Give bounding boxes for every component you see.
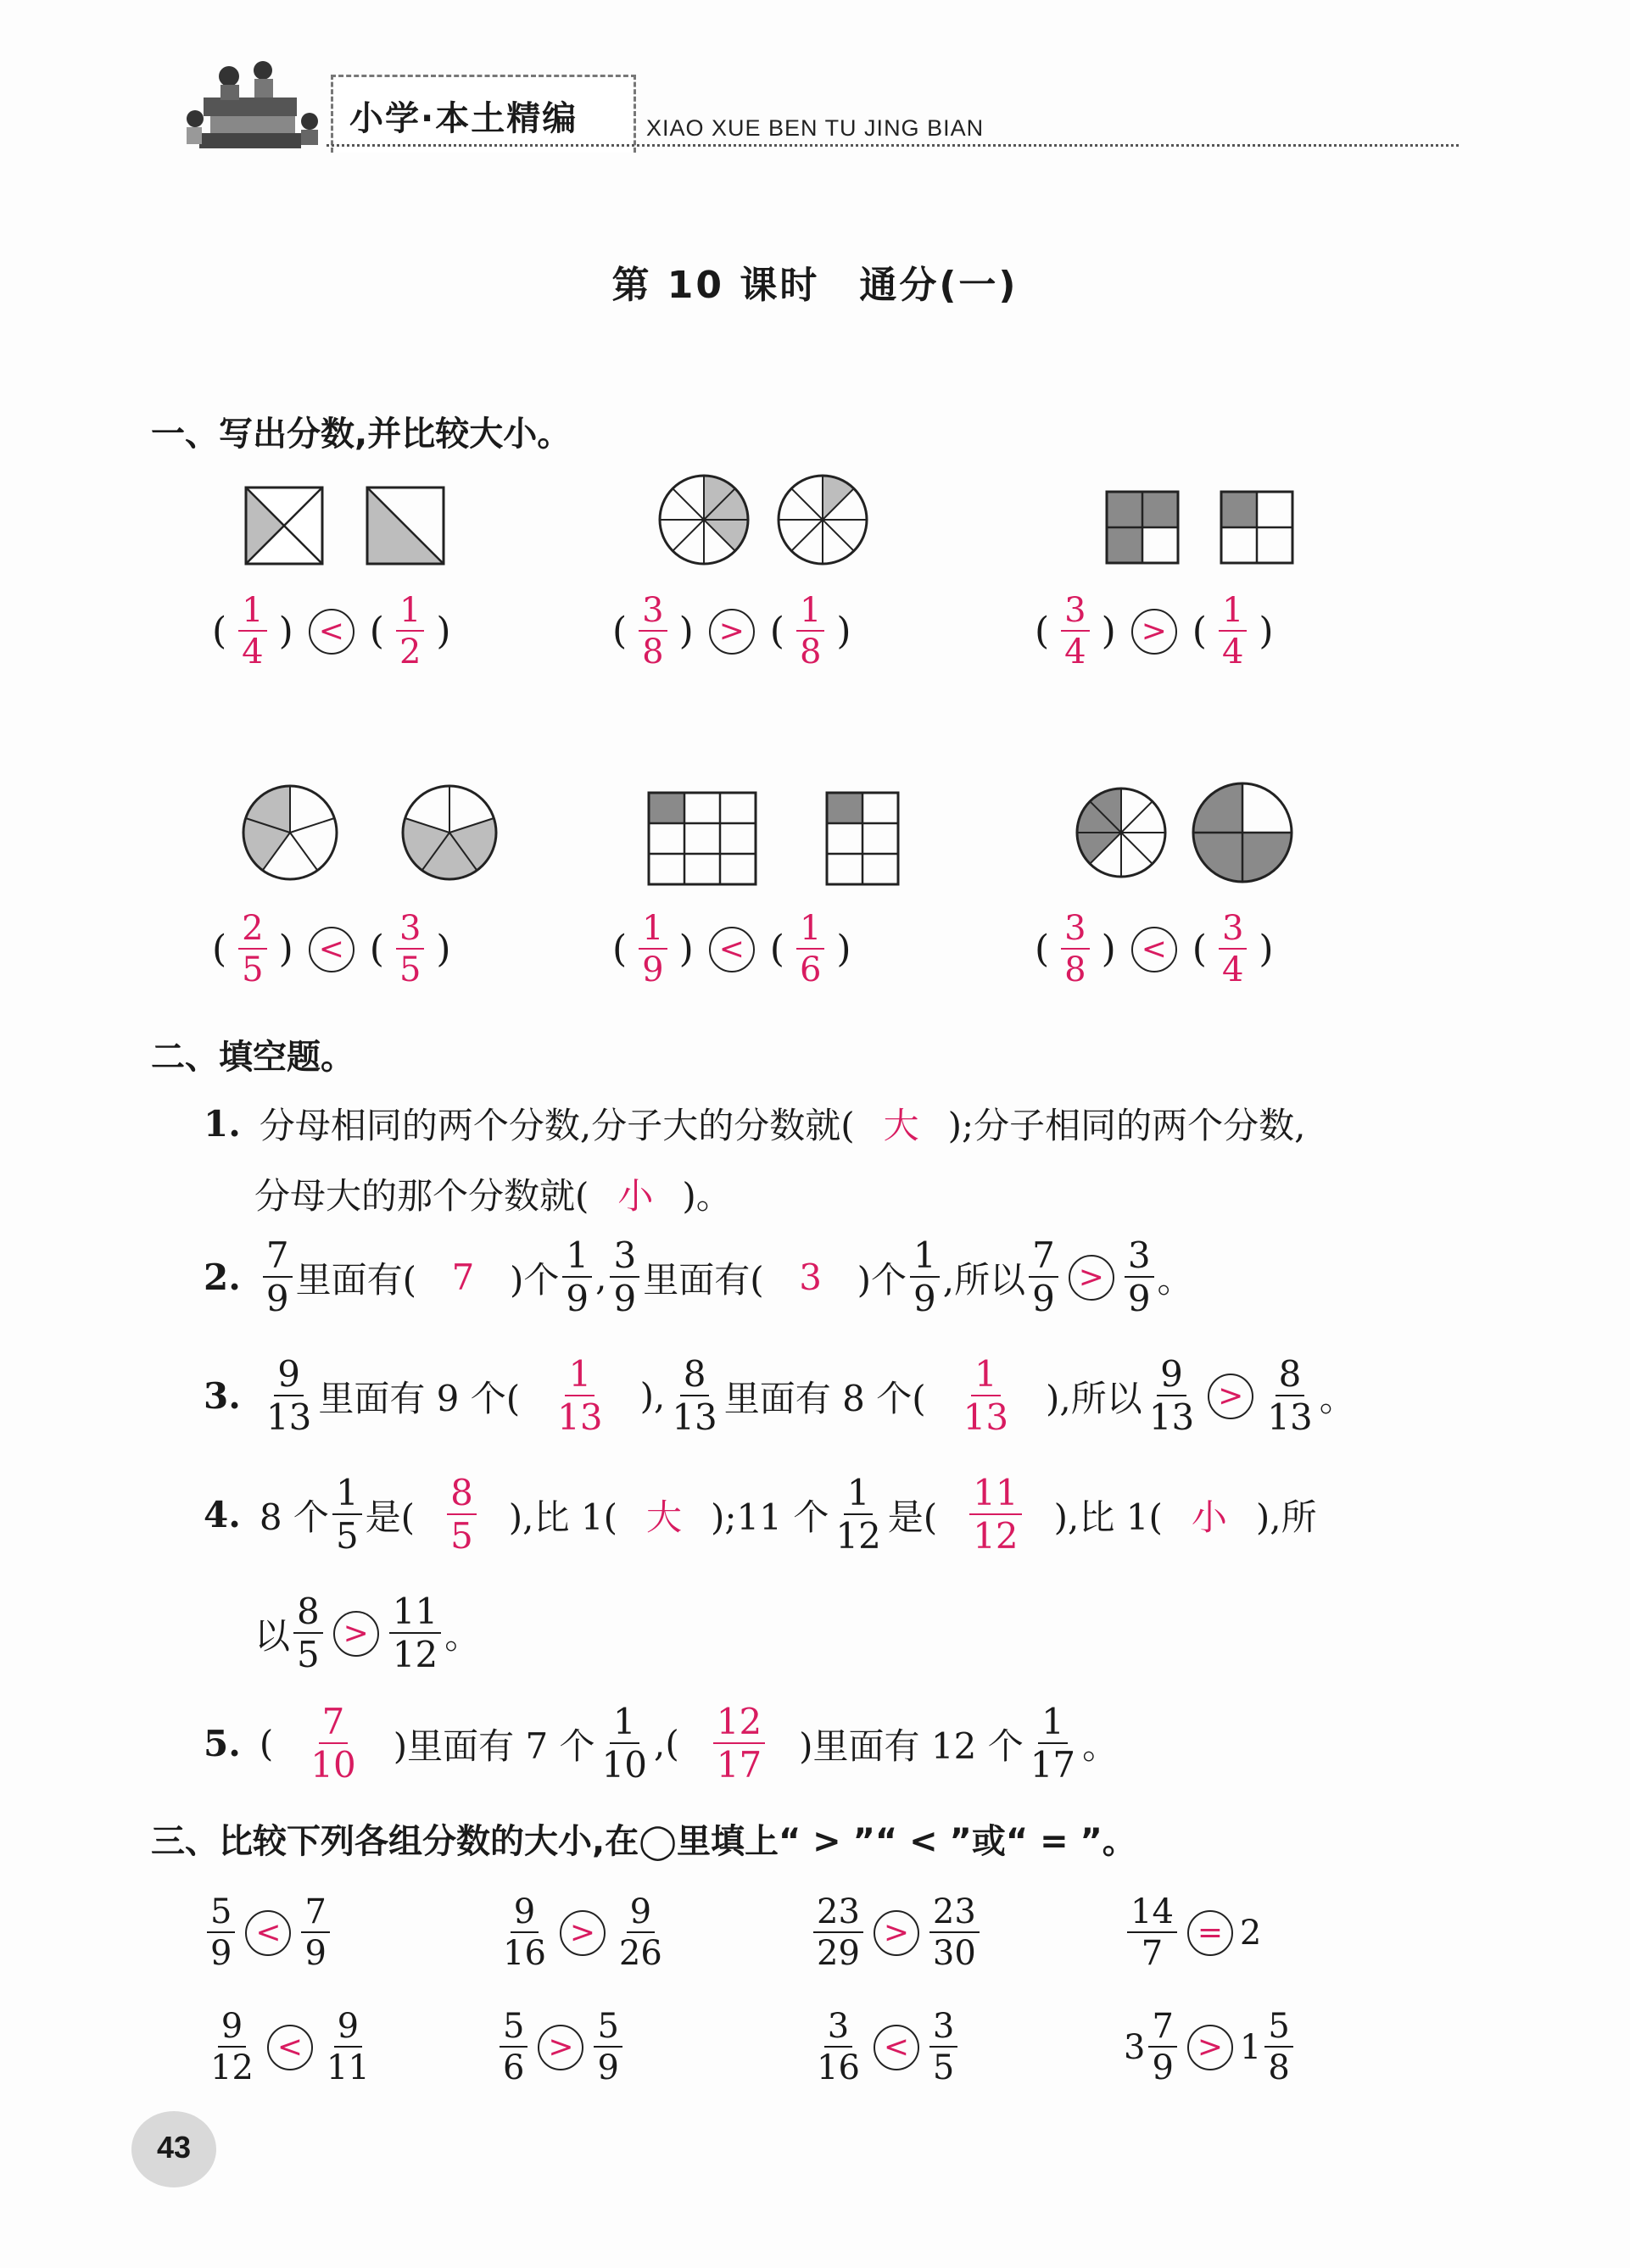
grid-quarter-figures [1102, 488, 1306, 572]
circle-eighths-figures [657, 471, 878, 572]
compare-item-8: 3 $\frac{7}{9}$ > 1 $\frac{5}{8}$ [1124, 2009, 1297, 2085]
compare-item-5: $\frac{9}{12}$ < $\frac{9}{11}$ [210, 2007, 370, 2087]
answer-blank[interactable]: 大 [883, 1105, 919, 1146]
compare-circle[interactable]: < [267, 2025, 313, 2070]
fraction-answer: $\frac{3}{8}$ [639, 593, 667, 669]
compare-circle[interactable]: > [709, 609, 755, 655]
compare-item-3: $\frac{23}{29}$ > $\frac{23}{30}$ [810, 1895, 983, 1970]
circle-eighths-quarters-figures [1069, 780, 1315, 890]
compare-item-1: $\frac{5}{9}$ < $\frac{7}{9}$ [204, 1895, 333, 1970]
section-1-heading: 一、写出分数,并比较大小。 [151, 415, 572, 454]
answer-blank[interactable]: 3 [799, 1257, 822, 1298]
fraction-answer: $\frac{1}{4}$ [238, 593, 266, 669]
compare-circle[interactable]: > [1131, 609, 1177, 655]
grid-one-ninth-figure [649, 793, 756, 884]
header-divider [327, 144, 1459, 147]
fraction-answer: $\frac{1}{6}$ [796, 911, 824, 987]
fraction-answer: $\frac{3}{4}$ [1219, 911, 1247, 987]
fraction-answer: $\frac{1}{13}$ [963, 1353, 1009, 1438]
compare-circle[interactable]: < [245, 1910, 291, 1956]
answer-blank[interactable]: 小 [617, 1175, 654, 1217]
answer-blank[interactable]: 小 [1191, 1496, 1227, 1538]
compare-circle[interactable]: > [874, 1910, 919, 1956]
answer-blank[interactable]: 7 [451, 1257, 475, 1298]
compare-item-4: $\frac{14}{7}$ = 2 [1124, 1895, 1261, 1970]
fraction-answer: $\frac{8}{5}$ [447, 1475, 477, 1554]
part1-item-6: ( $\frac{3}{8}$ ) < ( $\frac{3}{4}$ ) [1035, 909, 1274, 989]
compare-circle[interactable]: < [874, 2025, 919, 2070]
compare-circle[interactable]: = [1187, 1910, 1233, 1956]
compare-circle[interactable]: > [560, 1910, 606, 1956]
fraction-answer: $\frac{3}{8}$ [1061, 911, 1089, 987]
fraction-answer: $\frac{1}{8}$ [796, 593, 824, 669]
part1-item-5: ( $\frac{1}{9}$ ) < ( $\frac{1}{6}$ ) [612, 909, 851, 989]
fraction-answer: $\frac{11}{12}$ [969, 1475, 1021, 1554]
brand-title: 小学·本土精编 [349, 99, 578, 138]
page-number: 43 [157, 2130, 192, 2165]
compare-item-2: $\frac{9}{16}$ > $\frac{9}{26}$ [503, 1892, 662, 1973]
fraction-answer: $\frac{1}{4}$ [1219, 593, 1247, 669]
circle-one-eighth-figure [779, 476, 867, 564]
fraction-answer: $\frac{1}{13}$ [557, 1353, 603, 1438]
circle-three-eighths-figure [660, 476, 748, 564]
brand-subtitle: XIAO XUE BEN TU JING BIAN [646, 115, 985, 141]
circle-three-quarters-figure [1193, 783, 1292, 882]
part1-item-4: ( $\frac{2}{5}$ ) < ( $\frac{3}{5}$ ) [212, 909, 451, 989]
compare-circle[interactable]: < [709, 927, 755, 972]
page-number-badge [131, 2111, 216, 2187]
grid-fraction-figures [645, 789, 907, 890]
compare-circle[interactable]: > [333, 1611, 379, 1657]
circle-two-fifths-figure [243, 786, 337, 879]
section-3-heading: 三、比较下列各组分数的大小,在◯里填上“ > ”“ < ”或“ = ”。 [151, 1822, 1136, 1861]
fill-question-5: 5. ( $\frac{7}{10}$ )里面有 7 个 $\frac{1}{10}$ ,( $\frac{12}{17}$ )里面有 12 个 $\frac{1}{17}$ 。 [204, 1701, 1119, 1786]
part1-item-1: ( $\frac{1}{4}$ ) < ( $\frac{1}{2}$ ) [212, 591, 451, 671]
fraction-answer: $\frac{1}{2}$ [396, 593, 424, 669]
fill-question-1-line-2: 分母大的那个分数就( 小 )。 [254, 1168, 732, 1219]
compare-item-6: $\frac{5}{6}$ > $\frac{5}{9}$ [496, 2009, 626, 2085]
fill-question-4-line-2: 以 $\frac{8}{5}$ > $\frac{11}{12}$ 。 [254, 1591, 481, 1675]
header-illustration [170, 47, 331, 160]
fraction-answer: $\frac{3}{4}$ [1061, 593, 1089, 669]
grid-three-quarters-figure [1107, 492, 1178, 563]
grid-one-quarter-figure [1221, 492, 1292, 563]
part1-item-3: ( $\frac{3}{4}$ ) > ( $\frac{1}{4}$ ) [1035, 591, 1274, 671]
fill-question-2: 2. $\frac{7}{9}$ 里面有( 7 )个 $\frac{1}{9}$ , $\frac{3}{9}$ 里面有( 3 )个 $\frac{1}{9}$ ,所以 $\frac{7}{9}$ > $\frac{3}{9}$ 。 [204, 1234, 1193, 1319]
square-quarter-figures [242, 483, 454, 568]
circle-three-eighths-figure-b [1077, 789, 1165, 877]
square-half-figure [367, 488, 444, 564]
part1-item-2: ( $\frac{3}{8}$ ) > ( $\frac{1}{8}$ ) [612, 591, 851, 671]
circle-three-fifths-figure [403, 786, 496, 879]
answer-blank[interactable]: 大 [645, 1496, 682, 1538]
compare-circle[interactable]: < [1131, 927, 1177, 972]
compare-circle[interactable]: > [1187, 2025, 1233, 2070]
compare-circle[interactable]: > [538, 2025, 583, 2070]
grid-one-sixth-figure [827, 793, 898, 884]
fraction-answer: $\frac{12}{17}$ [713, 1704, 765, 1783]
compare-item-7: $\frac{3}{16}$ < $\frac{3}{5}$ [810, 2009, 961, 2085]
compare-circle[interactable]: < [309, 609, 354, 655]
fill-question-1: 1. 分母相同的两个分数,分子大的分数就( 大 );分子相同的两个分数, [204, 1098, 1306, 1149]
fraction-answer: $\frac{3}{5}$ [396, 911, 424, 987]
circle-fifths-figures [237, 780, 509, 890]
fill-question-3: 3. $\frac{9}{13}$ 里面有 9 个( $\frac{1}{13}$ ), $\frac{8}{13}$ 里面有 8 个( $\frac{1}{13}$ ),所以 $\frac{9}{13}$ > $\frac{8}{13}$ 。 [204, 1353, 1355, 1438]
compare-circle[interactable]: > [1069, 1255, 1114, 1301]
page-title: 第 10 课时 通分(一) [611, 264, 1019, 307]
fraction-answer: $\frac{2}{5}$ [238, 911, 266, 987]
fill-question-4: 4. 8 个 $\frac{1}{5}$ 是( $\frac{8}{5}$ ),比 1( 大 );11 个 $\frac{1}{12}$ 是( $\frac{11}{12}$ ),比 1( 小 ),所 [204, 1472, 1317, 1557]
section-2-heading: 二、填空题。 [151, 1038, 354, 1077]
compare-circle[interactable]: < [309, 927, 354, 972]
fraction-answer: $\frac{1}{9}$ [639, 911, 667, 987]
fraction-answer: $\frac{7}{10}$ [310, 1701, 356, 1786]
square-diagonals-figure [246, 488, 322, 564]
compare-circle[interactable]: > [1208, 1374, 1253, 1419]
